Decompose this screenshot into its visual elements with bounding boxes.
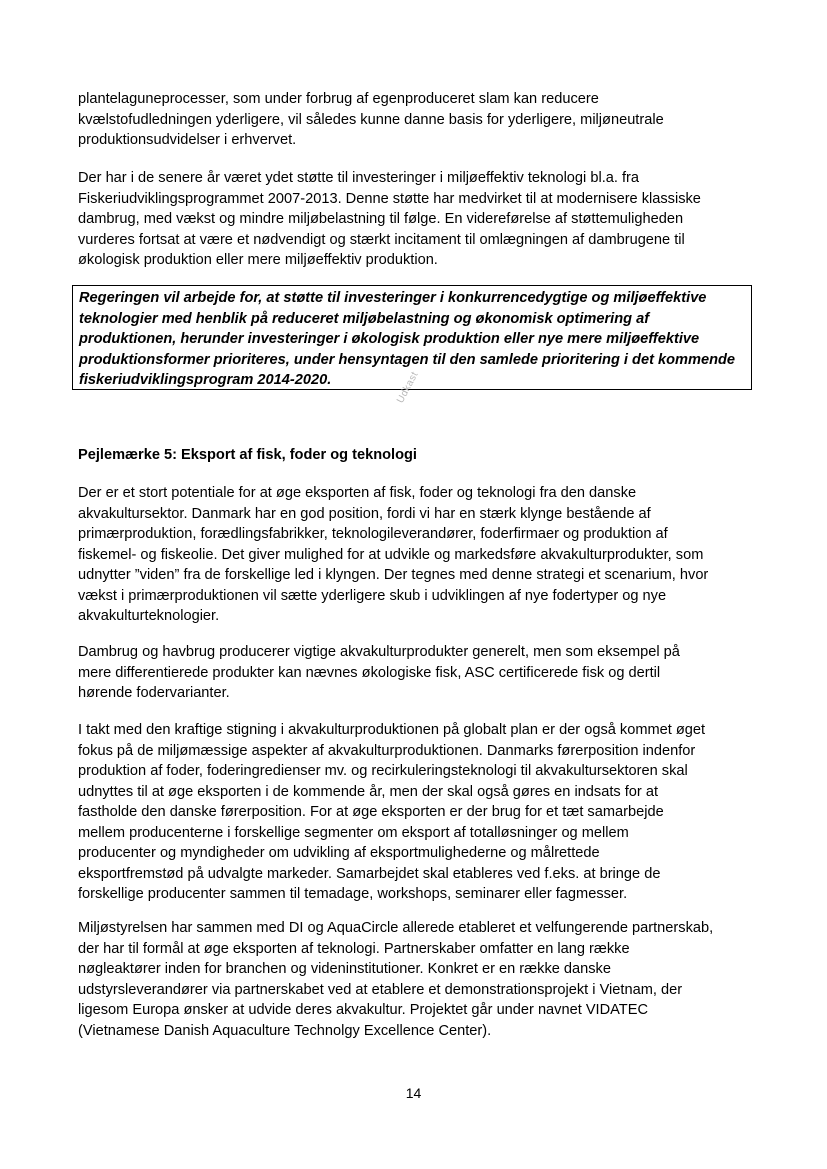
text-line: udnyttes til at øge eksporten i de kommende år, men der skal også gøres en indsats for at <box>78 783 658 800</box>
text-line: kvælstofudledningen yderligere, vil således kunne danne basis for yderligere, miljøneutrale <box>78 111 664 128</box>
text-line: primærproduktion, forædlingsfabrikker, teknologileverandører, foderfirmaer og produktion af <box>78 526 668 542</box>
section-heading: Pejlemærke 5: Eksport af fisk, foder og teknologi <box>78 447 417 463</box>
callout-line: Regeringen vil arbejde for, at støtte til investeringer i konkurrencedygtige og miljøeffektive <box>79 290 707 306</box>
text-line: akvakultursektor. Danmark har en god position, fordi vi har en stærk klynge bestående af <box>78 505 651 522</box>
text-line: Der er et stort potentiale for at øge eksporten af fisk, foder og teknologi fra den danske <box>78 485 637 501</box>
text-line: ligesom Europa ønsker at udvide deres akvakultur. Projektet går under navnet VIDATEC <box>78 1002 648 1018</box>
text-line: plantelaguneprocesser, som under forbrug af egenproduceret slam kan reducere <box>78 91 599 107</box>
export-paragraph <box>78 483 758 627</box>
callout-line: produktionen, herunder investeringer i økologisk produktion eller nye mere miljøeffektive <box>79 331 700 347</box>
text-line: vurderes fortsat at være et nødvendigt og stærkt incitament til omlægningen af dambrugene til <box>78 231 685 248</box>
text-line: producenter og myndigheder om udvikling af eksportmulighederne og målrettede <box>78 845 600 861</box>
text-line: Fiskeriudviklingsprogrammet 2007-2013. Denne støtte har medvirket til at modernisere klassiske <box>78 190 701 207</box>
watermark-stamp: Udkast <box>395 369 421 406</box>
text-line: Der har i de senere år været ydet støtte til investeringer i miljøeffektiv teknologi bl.a. fra <box>78 170 640 186</box>
text-line: dambrug, med vækst og mindre miljøbelastning til følge. En videreførelse af støttemuligheden <box>78 211 684 227</box>
callout-line: teknologier med henblik på reduceret miljøbelastning og økonomisk optimering af <box>79 310 650 327</box>
text-line: mellem producenterne i forskellige segmenter om eksport af totalløsninger og mellem <box>78 824 629 841</box>
text-line: udstyrsleverandører via partnerskabet ved at etablere et demonstrationsprojekt i Vietnam, der <box>78 981 683 998</box>
text-line: mere differentierede produkter kan nævnes økologiske fisk, ASC certificerede fisk og dertil <box>78 664 661 681</box>
text-line: Miljøstyrelsen har sammen med DI og AquaCircle allerede etableret et velfungerende partnerskab, <box>78 920 714 936</box>
text-line: der har til formål at øge eksporten af teknologi. Partnerskaber omfatter en lang række <box>78 940 630 957</box>
text-line: eksportfremstød på udvalgte markeder. Samarbejdet skal etableres ved f.eks. at bringe de <box>78 865 661 882</box>
text-line: produktionsudvidelser i erhvervet. <box>78 132 297 148</box>
text-line: (Vietnamese Danish Aquaculture Technolgy Excellence Center). <box>78 1022 492 1039</box>
support-paragraph <box>78 168 758 271</box>
text-line: forskellige producenter sammen til temadage, workshops, seminarer eller fagmesser. <box>78 886 628 902</box>
text-line: akvakulturteknologier. <box>78 608 220 624</box>
text-line: fiskemel- og fiskeolie. Det giver mulighed for at udvikle og markedsføre akvakulturprodukter, som <box>78 546 704 563</box>
text-line: vækst i primærproduktionen vil sætte yderligere skub i udviklingen af nye fodertyper og nye <box>78 587 667 604</box>
callout-line: fiskeriudviklingsprogram 2014-2020. <box>79 372 332 388</box>
partnership-paragraph <box>78 918 758 1041</box>
text-line: nøgleaktører inden for branchen og videninstitutioner. Konkret er en række danske <box>78 961 611 977</box>
text-line: udnytter ”viden” fra de forskellige led i klyngen. Der tegnes med denne strategi et scenarium, hvor <box>78 567 709 583</box>
text-line: fokus på de miljømæssige aspekter af akvakulturproduktionen. Danmarks førerposition indenfor <box>78 742 696 759</box>
focus-paragraph <box>78 720 758 905</box>
intro-paragraph <box>78 89 758 151</box>
text-line: hørende fodervarianter. <box>78 685 230 701</box>
text-line: økologisk produktion eller mere miljøeffektiv produktion. <box>78 252 438 268</box>
text-line: produktion af foder, foderingredienser mv. og recirkuleringsteknologi til akvakultursektoren skal <box>78 763 688 779</box>
text-line: fastholde den danske førerposition. For at øge eksporten er der brug for et tæt samarbejde <box>78 804 664 820</box>
products-paragraph <box>78 642 758 704</box>
callout-line: produktionsformer prioriteres, under hensyntagen til den samlede prioritering i det kommende <box>79 351 736 368</box>
text-line: I takt med den kraftige stigning i akvakulturproduktionen på globalt plan er der også kommet øget <box>78 722 706 738</box>
text-line: Dambrug og havbrug producerer vigtige akvakulturprodukter generelt, men som eksempel på <box>78 644 680 660</box>
page-number: 14 <box>405 1085 422 1101</box>
